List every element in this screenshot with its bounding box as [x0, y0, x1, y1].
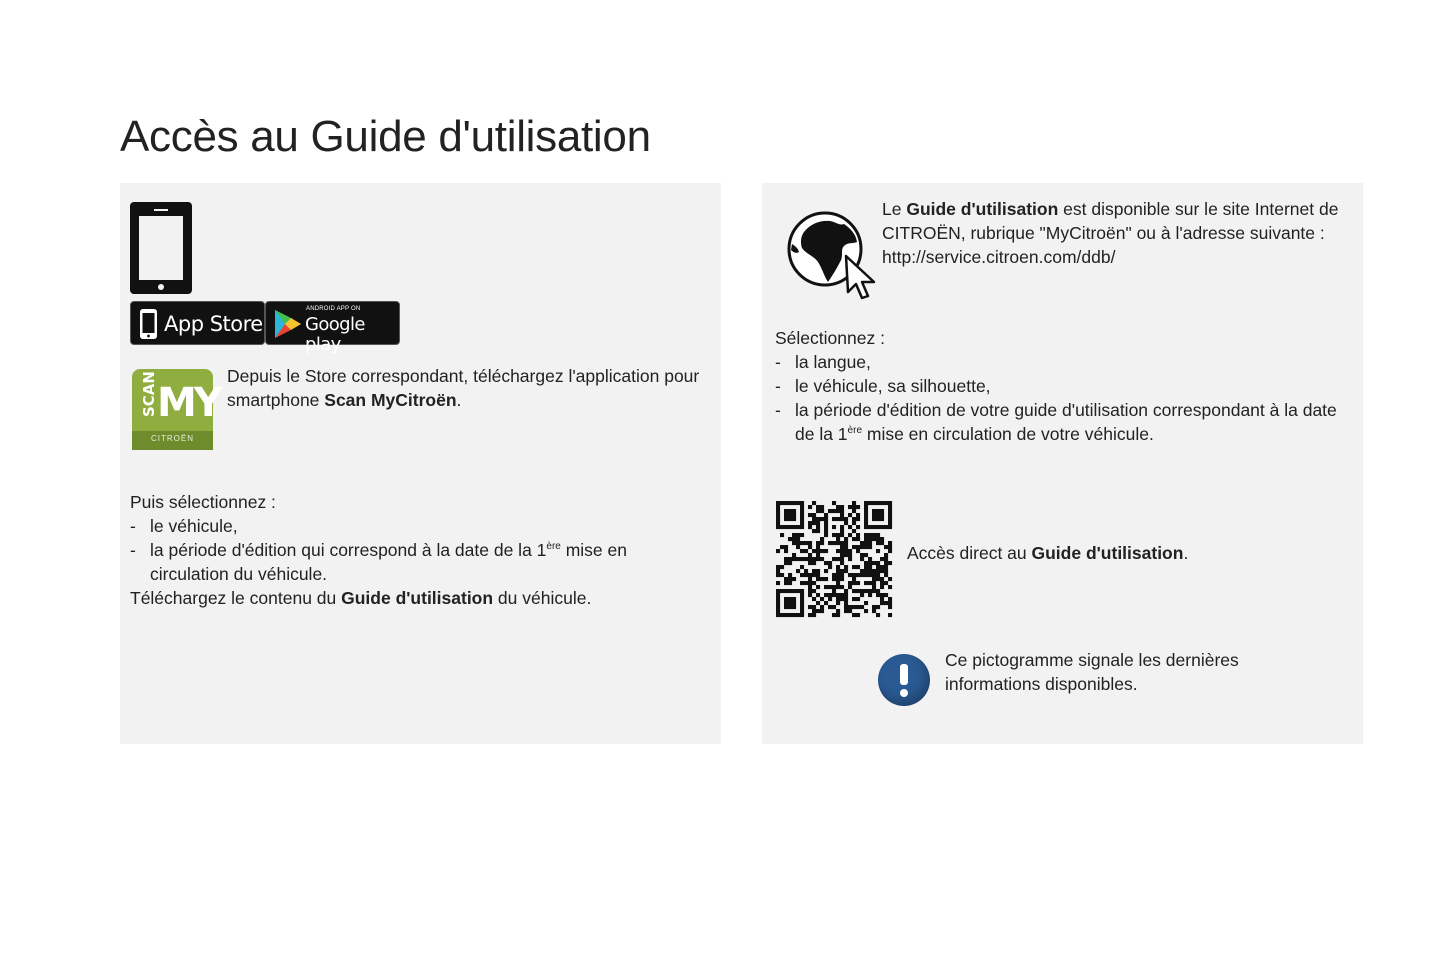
selection-instructions	[130, 490, 690, 610]
play-triangle-icon	[274, 309, 302, 339]
google-play-label: Google play	[305, 314, 365, 355]
selection-list	[130, 514, 690, 586]
list-item: - la période d'édition qui correspond à la date de la 1ère mise en circulation du véhicule.	[130, 538, 690, 586]
google-play-badge[interactable]	[265, 301, 400, 355]
app-icon-brand-text: CITROËN	[151, 434, 194, 443]
list-item: - le véhicule, sa silhouette,	[775, 374, 1345, 398]
download-instruction: Depuis le Store correspondant, téléchargez l'application pour smartphone Scan MyCitroën.	[227, 366, 700, 410]
list-item: - la période d'édition de votre guide d'utilisation correspondant à la date de la 1ère mise en circulation de votre véhicule.	[775, 398, 1345, 446]
app-icon-my-text: MY	[157, 380, 220, 426]
smartphone-icon	[130, 202, 192, 299]
download-content-text: Téléchargez le contenu du Guide d'utilisation du véhicule.	[130, 588, 592, 608]
qr-direct-access-text: Accès direct au Guide d'utilisation.	[907, 543, 1189, 563]
info-pictogram-text: Ce pictogramme signale les dernières informations disponibles.	[945, 650, 1239, 694]
smartphone-app-panel	[120, 183, 721, 744]
scan-mycitroen-app-icon	[132, 369, 220, 450]
select-title: Sélectionnez :	[775, 328, 885, 348]
app-icon-scan-text: SCAN	[140, 371, 158, 417]
qr-code[interactable]	[776, 501, 892, 617]
page-title: Accès au Guide d'utilisation	[120, 112, 651, 161]
app-name: Scan MyCitroën	[324, 390, 457, 410]
website-panel	[762, 183, 1363, 744]
google-play-small-label: ANDROID APP ON	[306, 306, 361, 312]
list-item: - le véhicule,	[130, 514, 690, 538]
list-item: - la langue,	[775, 350, 1345, 374]
globe-cursor-icon	[786, 210, 876, 305]
app-store-label: App Store	[164, 312, 263, 336]
phone-icon	[140, 309, 157, 339]
app-store-badge[interactable]	[130, 301, 265, 345]
web-selection-instructions	[775, 326, 1345, 446]
web-selection-list	[775, 350, 1345, 446]
select-title: Puis sélectionnez :	[130, 492, 276, 512]
guide-url-link[interactable]: http://service.citroen.com/ddb/	[882, 247, 1116, 267]
website-availability-text: Le Guide d'utilisation est disponible sur le site Internet de CITROËN, rubrique "MyCitroën" ou à l'adresse suivante : http://service.citroen.com/ddb/	[882, 199, 1339, 267]
info-exclamation-icon	[878, 654, 930, 706]
